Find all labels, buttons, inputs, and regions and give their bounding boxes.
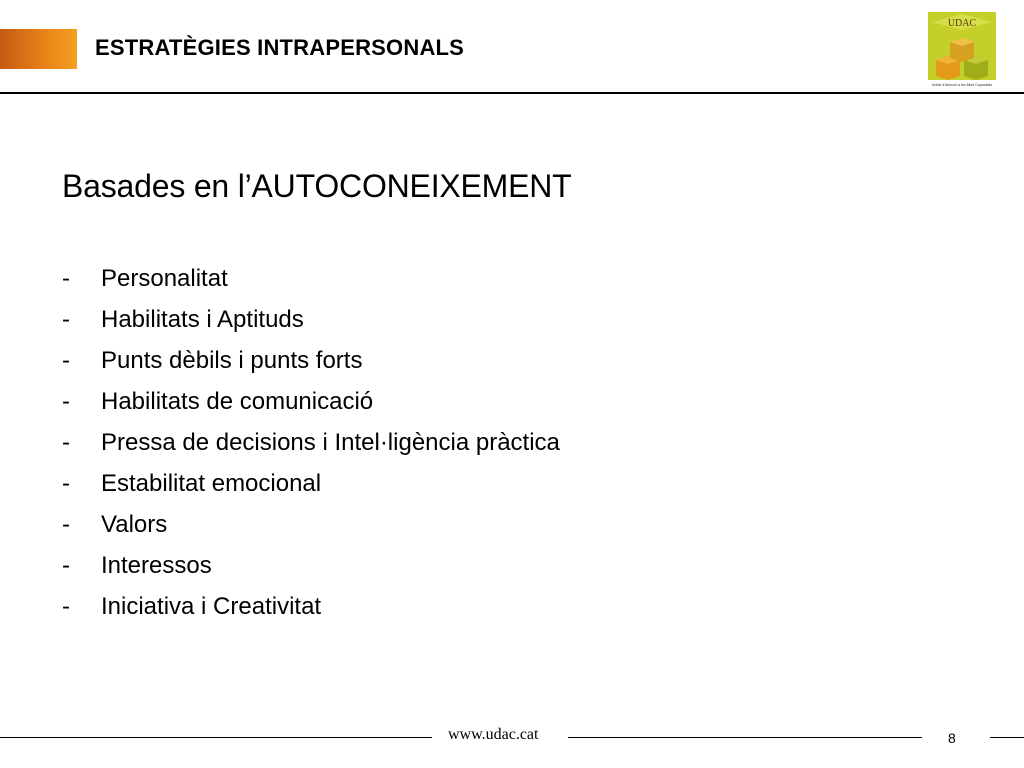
list-item-text: Pressa de decisions i Intel·ligència pràctica bbox=[101, 429, 560, 456]
header-divider bbox=[0, 92, 1024, 94]
list-item bbox=[62, 381, 560, 422]
bullet-marker: - bbox=[62, 265, 70, 292]
list-item bbox=[62, 422, 560, 463]
bullet-marker: - bbox=[62, 429, 70, 456]
footer-divider-left bbox=[0, 737, 432, 738]
list-item bbox=[62, 586, 560, 627]
bullet-marker: - bbox=[62, 306, 70, 333]
list-item bbox=[62, 504, 560, 545]
bullet-marker: - bbox=[62, 388, 70, 415]
bullet-list bbox=[62, 258, 560, 627]
bullet-marker: - bbox=[62, 552, 70, 579]
list-item-text: Habilitats i Aptituds bbox=[101, 306, 304, 333]
udac-logo bbox=[928, 12, 996, 88]
bullet-marker: - bbox=[62, 470, 70, 497]
list-item bbox=[62, 545, 560, 586]
bullet-marker: - bbox=[62, 511, 70, 538]
footer-divider-far bbox=[990, 737, 1024, 738]
footer-url-link[interactable]: www.udac.cat bbox=[448, 726, 539, 743]
list-item-text: Personalitat bbox=[101, 265, 228, 292]
page-number: 8 bbox=[948, 730, 956, 746]
logo-caption: Unitat d'Atenció a les Altes Capacitats bbox=[931, 83, 993, 87]
list-item-text: Estabilitat emocional bbox=[101, 470, 322, 497]
list-item-text: Interessos bbox=[101, 552, 212, 579]
list-item bbox=[62, 299, 560, 340]
header-accent-bar bbox=[0, 29, 77, 69]
logo-text: UDAC bbox=[947, 18, 977, 29]
list-item bbox=[62, 340, 560, 381]
slide-header-title: ESTRATÈGIES INTRAPERSONALS bbox=[95, 35, 465, 60]
bullet-marker: - bbox=[62, 593, 70, 620]
list-item-text: Iniciativa i Creativitat bbox=[101, 593, 322, 620]
footer-divider-right bbox=[568, 737, 922, 738]
list-item-text: Punts dèbils i punts forts bbox=[101, 347, 363, 374]
list-item bbox=[62, 463, 560, 504]
list-item-text: Habilitats de comunicació bbox=[101, 388, 374, 415]
list-item bbox=[62, 258, 560, 299]
bullet-marker: - bbox=[62, 347, 70, 374]
list-item-text: Valors bbox=[101, 511, 168, 538]
slide-subtitle: Basades en l’AUTOCONEIXEMENT bbox=[62, 168, 572, 204]
